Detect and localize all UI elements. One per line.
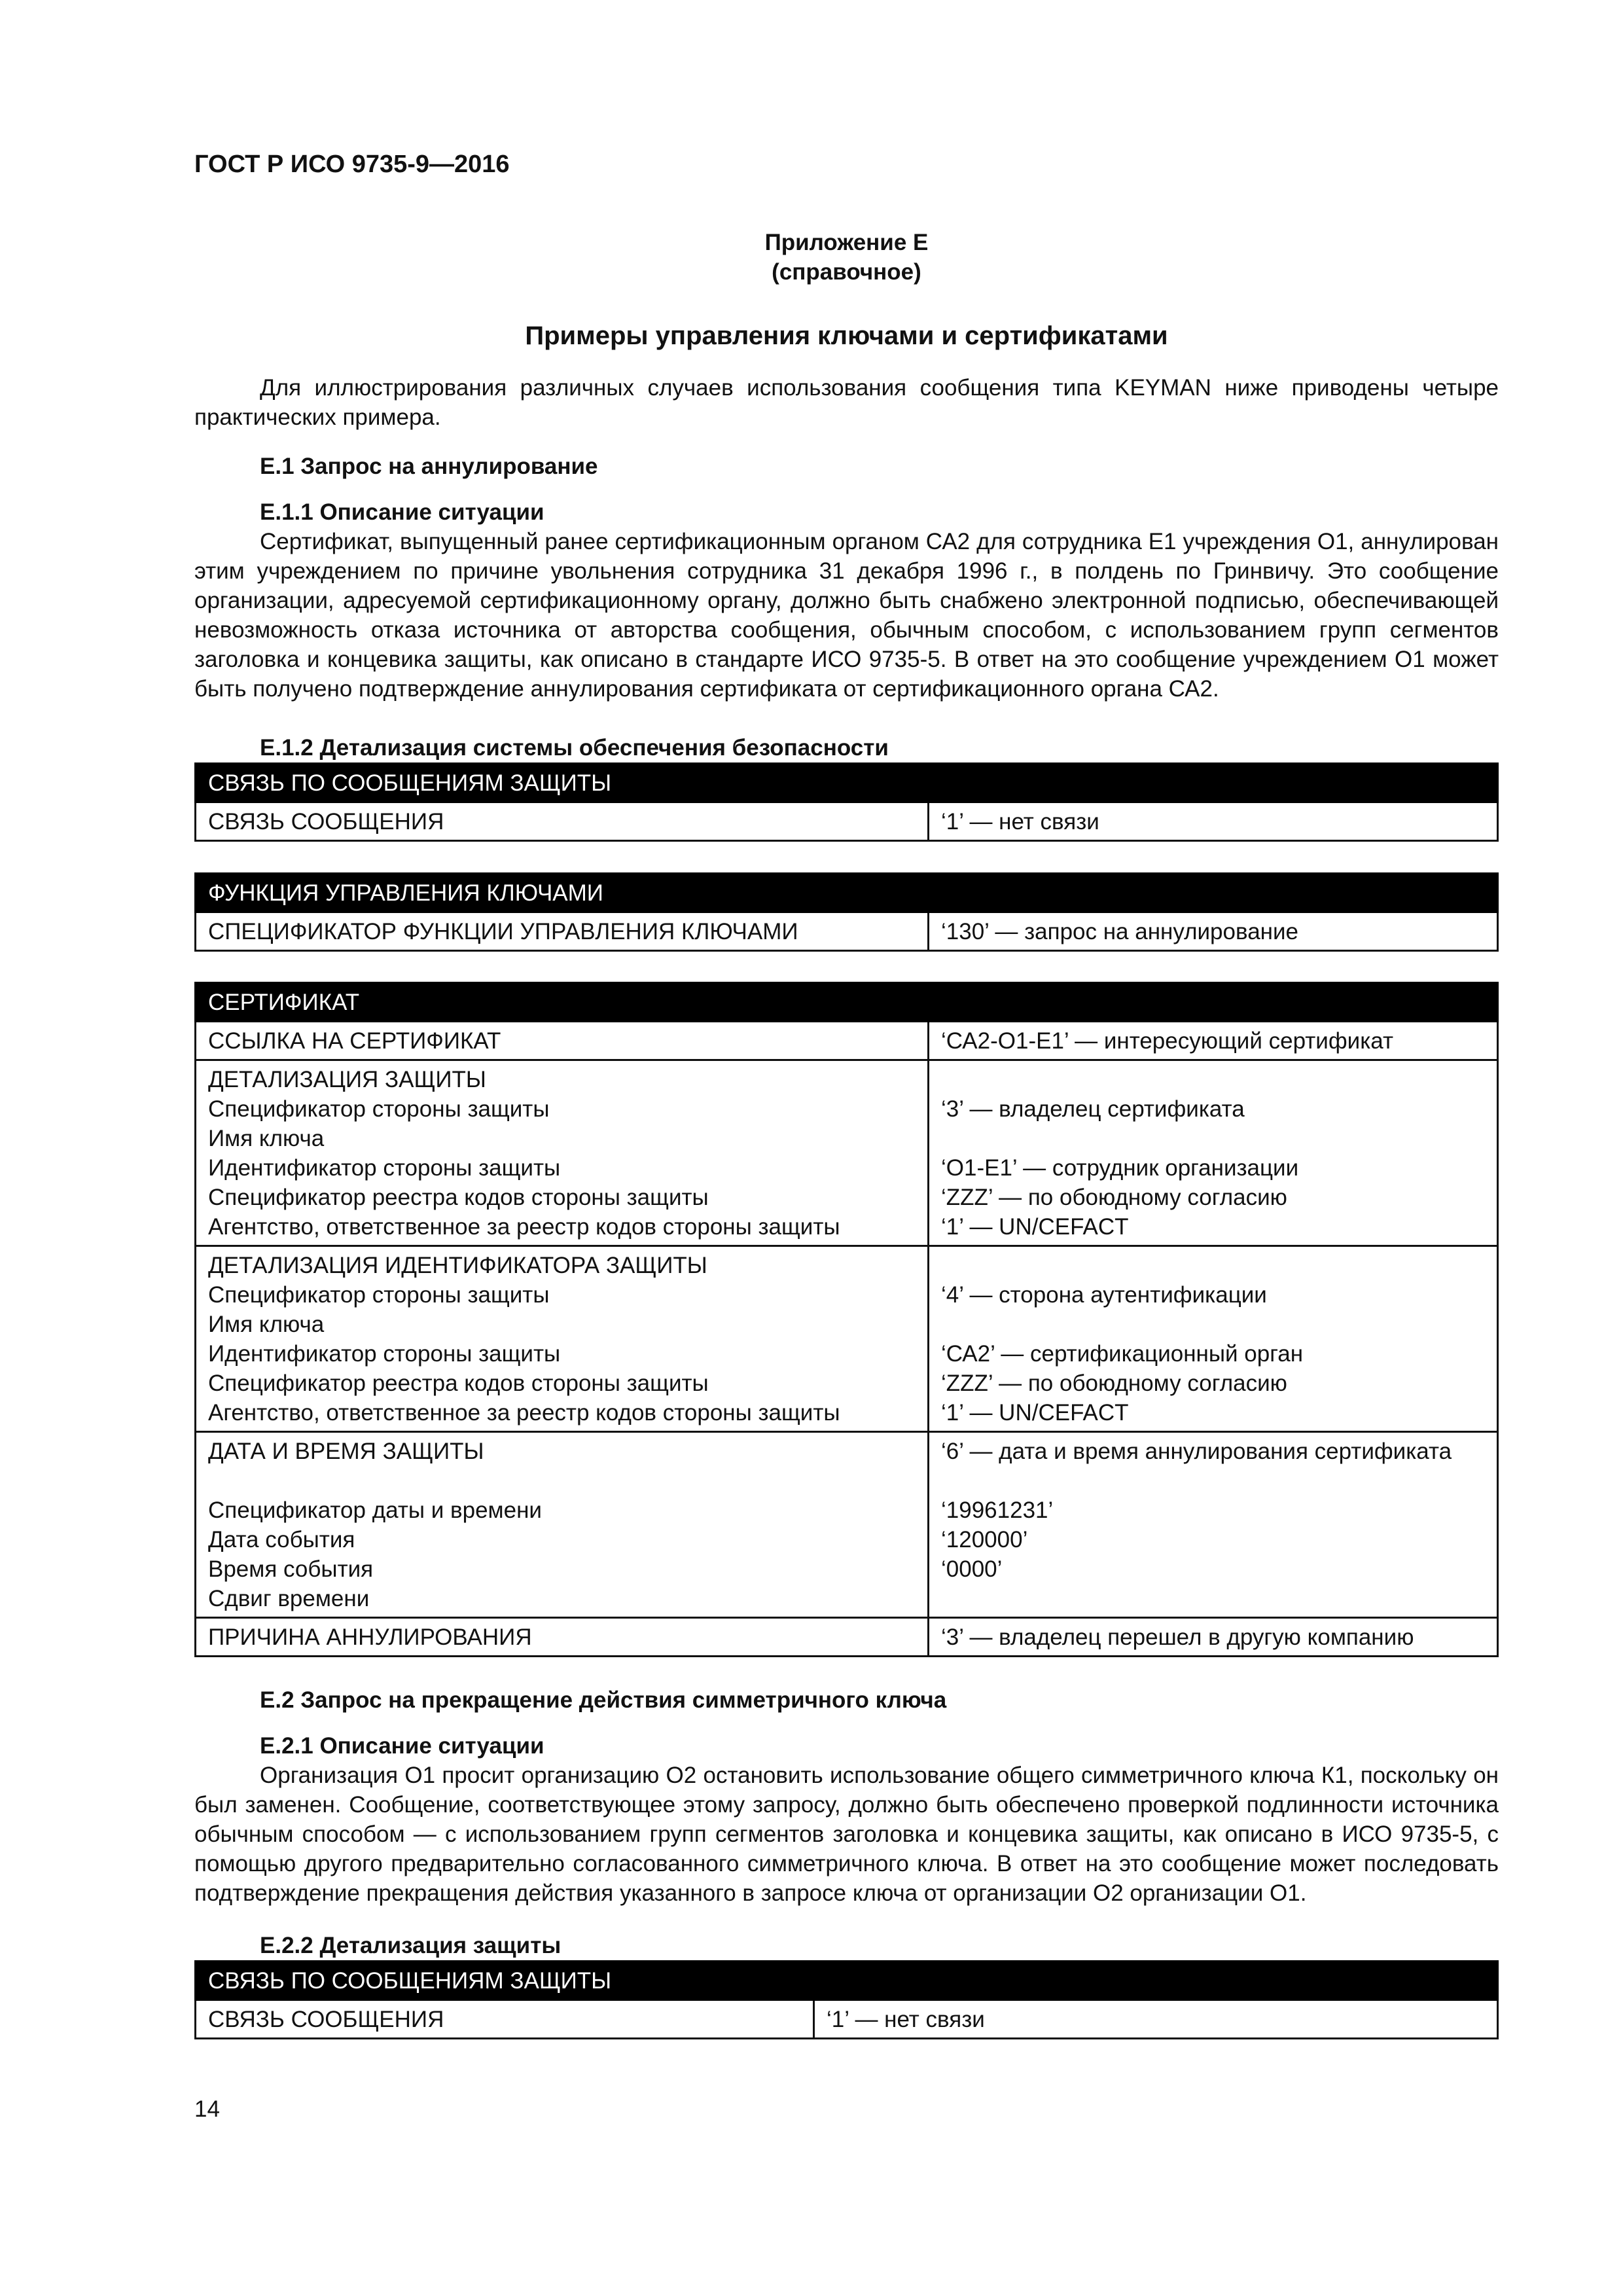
- table-cell-left: ДЕТАЛИЗАЦИЯ ЗАЩИТЫ Спецификатор стороны защиты Имя ключа Идентификатор стороны защиты Спецификатор реестра кодов стороны защиты Агентство, ответственное за реестр кодов стороны защиты: [196, 1060, 929, 1246]
- table-cell-right: ‘6’ — дата и время аннулирования сертификата ‘19961231’ ‘120000’ ‘0000’: [929, 1432, 1498, 1618]
- annex-label: [194, 228, 1499, 287]
- document-code: ГОСТ Р ИСО 9735-9—2016: [194, 151, 510, 178]
- table-cell-left: ДАТА И ВРЕМЯ ЗАЩИТЫ Спецификатор даты и времени Дата события Время события Сдвиг времени: [196, 1432, 929, 1618]
- table-row: [196, 1432, 1498, 1618]
- table-bar: СВЯЗЬ ПО СООБЩЕНИЯМ ЗАЩИТЫ: [196, 764, 1498, 802]
- table-cell-right: ‘3’ — владелец перешел в другую компанию: [929, 1618, 1498, 1657]
- table-row: [196, 802, 1498, 841]
- table-cell-right: ‘1’ — нет связи: [814, 2000, 1498, 2039]
- table-cell-left: ССЫЛКА НА СЕРТИФИКАТ: [196, 1022, 929, 1060]
- table-cell-right: ‘3’ — владелец сертификата ‘О1-Е1’ — сотрудник организации ‘ZZZ’ — по обоюдному согласию ‘1’ — UN/CEFACT: [929, 1060, 1498, 1246]
- section-e1-2-heading: Е.1.2 Детализация системы обеспечения безопасности: [260, 735, 889, 761]
- table-bar: ФУНКЦИЯ УПРАВЛЕНИЯ КЛЮЧАМИ: [196, 874, 1498, 912]
- annex-kind: (справочное): [772, 259, 921, 285]
- table-bar: СВЯЗЬ ПО СООБЩЕНИЯМ ЗАЩИТЫ: [196, 1962, 1498, 2000]
- security-link-table-2: [194, 1960, 1499, 2039]
- certificate-table: [194, 982, 1499, 1657]
- section-e2-1-text: Организация О1 просит организацию О2 остановить использование общего симметричного ключа К1, поскольку он был заменен. Сообщение, соответствующее этому запросу, должно быть обеспечено проверкой подлинности источника обычным способом — с использованием групп сегментов заголовка и концевика защиты, как описано в ИСО 9735-5, с помощью другого предварительно согласованного симметричного ключа. В ответ на это сообщение может последовать подтверждение прекращения действия указанного в запросе ключа от организации О2 организации О1.: [194, 1763, 1499, 1906]
- table-cell-right: ‘СА2-О1-Е1’ — интересующий сертификат: [929, 1022, 1498, 1060]
- table-cell-right: ‘1’ — нет связи: [929, 802, 1498, 841]
- table-row: [196, 2000, 1498, 2039]
- table-cell-left: СВЯЗЬ СООБЩЕНИЯ: [196, 802, 929, 841]
- page-number: 14: [194, 2096, 220, 2122]
- annex-number: Приложение Е: [764, 230, 929, 255]
- section-e1-heading: Е.1 Запрос на аннулирование: [260, 454, 598, 479]
- table-cell-left: СВЯЗЬ СООБЩЕНИЯ: [196, 2000, 814, 2039]
- intro-paragraph: Для иллюстрирования различных случаев использования сообщения типа KEYMAN ниже приводены четыре практических примера.: [194, 375, 1499, 430]
- table-cell-right: ‘4’ — сторона аутентификации ‘СА2’ — сертификационный орган ‘ZZZ’ — по обоюдному согласию ‘1’ — UN/CEFACT: [929, 1246, 1498, 1432]
- section-e2-heading: Е.2 Запрос на прекращение действия симметричного ключа: [260, 1687, 947, 1713]
- table-row: [196, 1060, 1498, 1246]
- table-cell-left: ПРИЧИНА АННУЛИРОВАНИЯ: [196, 1618, 929, 1657]
- table-cell-left: ДЕТАЛИЗАЦИЯ ИДЕНТИФИКАТОРА ЗАЩИТЫ Спецификатор стороны защиты Имя ключа Идентификатор стороны защиты Спецификатор реестра кодов стороны защиты Агентство, ответственное за реестр кодов стороны защиты: [196, 1246, 929, 1432]
- section-e2-1-heading: Е.2.1 Описание ситуации: [260, 1733, 544, 1759]
- table-row: [196, 1246, 1498, 1432]
- table-cell-right: ‘130’ — запрос на аннулирование: [929, 912, 1498, 951]
- key-management-table: [194, 872, 1499, 952]
- annex-title: Примеры управления ключами и сертификатами: [525, 321, 1168, 350]
- security-link-table: [194, 762, 1499, 842]
- section-e1-1-text: Сертификат, выпущенный ранее сертификационным органом СА2 для сотрудника Е1 учреждения О1, аннулирован этим учреждением по причине увольнения сотрудника 31 декабря 1996 г., в полдень по Гринвичу. Это сообщение организации, адресуемой сертификационному органу, должно быть снабжено электронной подписью, обеспечивающей невозможность отказа источника от авторства сообщения, обычным способом, с использованием групп сегментов заголовка и концевика защиты, как описано в стандарте ИСО 9735-5. В ответ на это сообщение учреждением О1 может быть получено подтверждение аннулирования сертификата от сертификационного органа СА2.: [194, 529, 1499, 702]
- table-cell-left: СПЕЦИФИКАТОР ФУНКЦИИ УПРАВЛЕНИЯ КЛЮЧАМИ: [196, 912, 929, 951]
- table-bar: СЕРТИФИКАТ: [196, 983, 1498, 1022]
- table-row: [196, 1022, 1498, 1060]
- section-e1-1-heading: Е.1.1 Описание ситуации: [260, 499, 544, 525]
- section-e2-2-heading: Е.2.2 Детализация защиты: [260, 1933, 562, 1958]
- table-row: [196, 1618, 1498, 1657]
- table-row: [196, 912, 1498, 951]
